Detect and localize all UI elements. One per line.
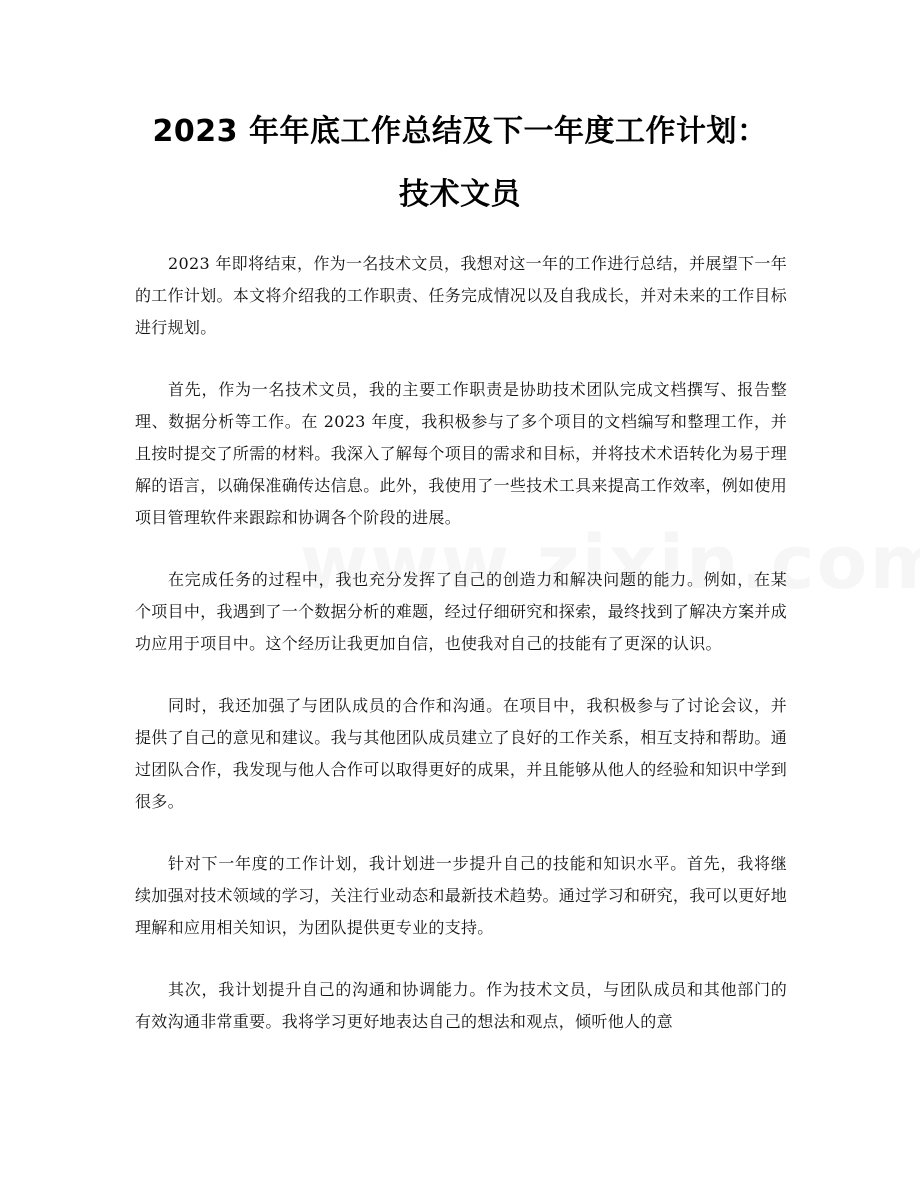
document-title-line1: 2023 年年底工作总结及下一年度工作计划：: [152, 114, 768, 149]
paragraph-responsibilities: 首先，作为一名技术文员，我的主要工作职责是协助技术团队完成文档撰写、报告整理、数据分析等工作。在 2023 年度，我积极参与了多个项目的文档编写和整理工作，并且按时提交了所需的材料。我深入了解每个项目的需求和目标，并将技术术语转化为易于理解的语言，以确保准确传达信息。此外，我使用了一些技术工具来提高工作效率，例如使用项目管理软件来跟踪和协调各个阶段的进展。: [135, 380, 788, 527]
paragraph-problem-solving: 在完成任务的过程中，我也充分发挥了自己的创造力和解决问题的能力。例如，在某个项目中，我遇到了一个数据分析的难题，经过仔细研究和探索，最终找到了解决方案并成功应用于项目中。这个经历让我更加自信，也使我对自己的技能有了更深的认识。: [135, 570, 788, 653]
paragraph-plan-skills: 针对下一年度的工作计划，我计划进一步提升自己的技能和知识水平。首先，我将继续加强对技术领域的学习，关注行业动态和最新技术趋势。通过学习和研究，我可以更好地理解和应用相关知识，为团队提供更专业的支持。: [135, 854, 788, 937]
paragraph-teamwork: 同时，我还加强了与团队成员的合作和沟通。在项目中，我积极参与了讨论会议，并提供了自己的意见和建议。我与其他团队成员建立了良好的工作关系，相互支持和帮助。通过团队合作，我发现与他人合作可以取得更好的成果，并且能够从他人的经验和知识中学到很多。: [135, 696, 788, 811]
paragraph-plan-communication: 其次，我计划提升自己的沟通和协调能力。作为技术文员，与团队成员和其他部门的有效沟通非常重要。我将学习更好地表达自己的想法和观点，倾听他人的意: [135, 980, 787, 1031]
paragraph-intro: 2023 年即将结束，作为一名技术文员，我想对这一年的工作进行总结，并展望下一年的工作计划。本文将介绍我的工作职责、任务完成情况以及自我成长，并对未来的工作目标进行规划。: [135, 254, 788, 337]
document-title-line2: 技术文员: [399, 177, 521, 212]
document-body: [135, 248, 787, 1068]
